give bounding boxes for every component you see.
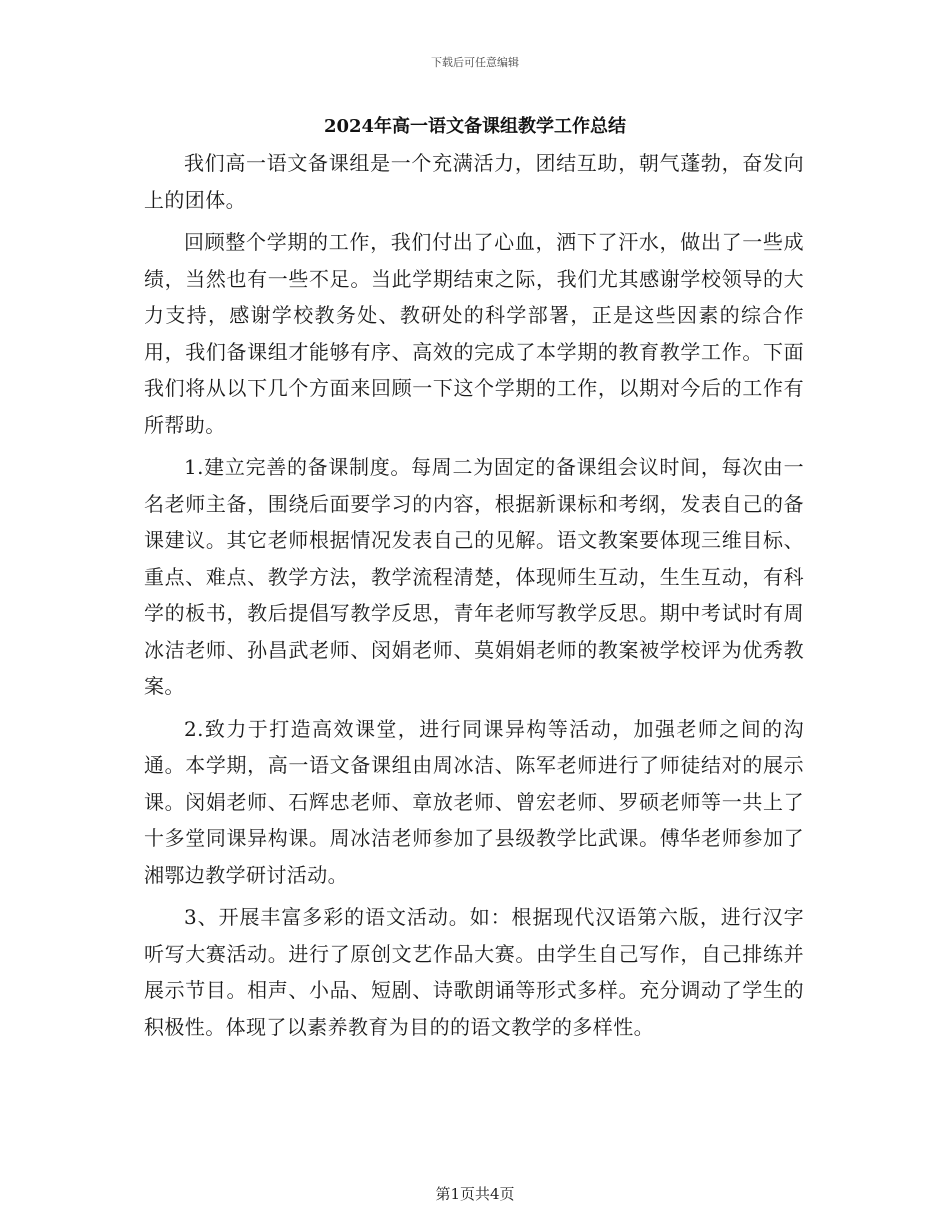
document-title: 2024年高一语文备课组教学工作总结 <box>323 116 627 137</box>
paragraph-review: 回顾整个学期的工作，我们付出了心血，洒下了汗水，做出了一些成绩，当然也有一些不足。当此学期结束之际，我们尤其感谢学校领导的大力支持，感谢学校教务处、教研处的科学部署，正是这些因素的综合作用，我们备课组才能够有序、高效的完成了本学期的教育教学工作。下面我们将从以下几个方面来回顾一下这个学期的工作，以期对今后的工作有所帮助。 <box>144 230 804 437</box>
paragraph-item-2: 2.致力于打造高效课堂，进行同课异构等活动，加强老师之间的沟通。本学期，高一语文备课组由周冰洁、陈军老师进行了师徒结对的展示课。闵娟老师、石辉忠老师、章放老师、曾宏老师、罗硕老师等一共上了十多堂同课异构课。周冰洁老师参加了县级教学比武课。傅华老师参加了湘鄂边教学研讨活动。 <box>144 716 804 887</box>
paragraph-item-3: 3、开展丰富多彩的语文活动。如：根据现代汉语第六版，进行汉字听写大赛活动。进行了原创文艺作品大赛。由学生自己写作，自己排练并展示节目。相声、小品、短剧、诗歌朗诵等形式多样。充分调动了学生的积极性。体现了以素养教育为目的的语文教学的多样性。 <box>144 905 804 1039</box>
paragraph-item-1: 1.建立完善的备课制度。每周二为固定的备课组会议时间，每次由一名老师主备，围绕后面要学习的内容，根据新课标和考纲，发表自己的备课建议。其它老师根据情况发表自己的见解。语文教案要体现三维目标、重点、难点、教学方法，教学流程清楚，体现师生互动，生生互动，有科学的板书，教后提倡写教学反思，青年老师写教学反思。期中考试时有周冰洁老师、孙昌武老师、闵娟老师、莫娟娟老师的教案被学校评为优秀教案。 <box>144 455 804 698</box>
page-footer: 第1页共4页 <box>435 1185 515 1203</box>
document-body <box>144 145 804 1051</box>
header-note: 下载后可任意编辑 <box>431 56 519 69</box>
paragraph-intro: 我们高一语文备课组是一个充满活力，团结互助，朝气蓬勃，奋发向上的团体。 <box>144 151 804 212</box>
